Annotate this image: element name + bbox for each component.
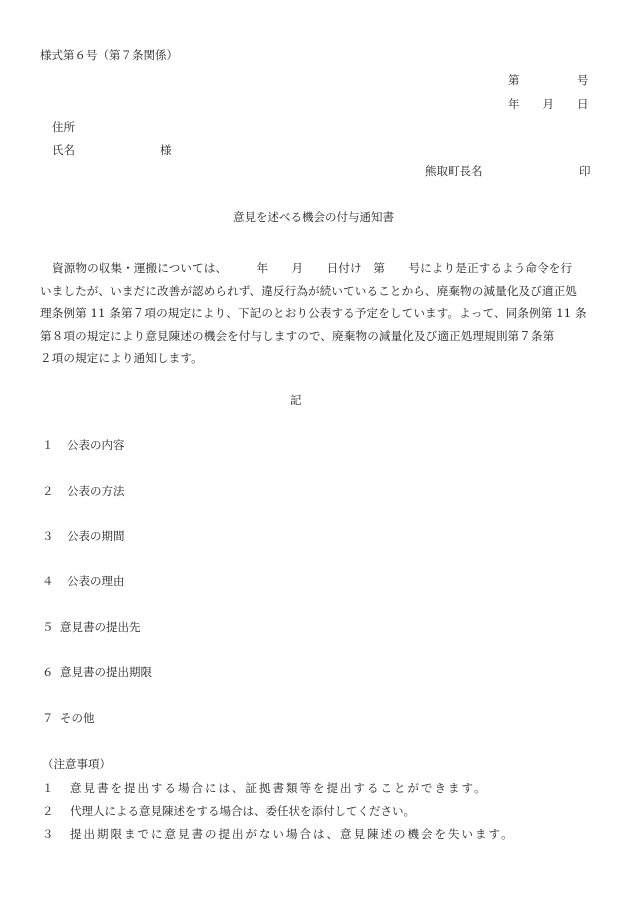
- item-number: ５: [42, 620, 54, 634]
- note-text: 提出期限までに意見書の提出がない場合は、意見陳述の機会を失います。: [70, 827, 515, 841]
- document-title: 意見を述べる機会の付与通知書: [233, 210, 394, 224]
- ki-heading: 記: [290, 393, 302, 407]
- item-number: １: [42, 438, 54, 452]
- body-line: いましたが、いまだに改善が認められず、違反行為が続いていることから、廃棄物の減量化及び適正処: [40, 283, 577, 298]
- body-line: 理条例第 11 条第７項の規定により、下記のとおり公表する予定をしています。よって、同条例第 11 条: [40, 306, 587, 321]
- sender-title: 熊取町長名: [425, 164, 483, 178]
- note-text: 代理人による意見陳述をする場合は、委任状を添付してください。: [70, 804, 415, 818]
- body-line: 第８項の規定により意見陳述の機会を付与しますので、廃棄物の減量化及び適正処理規則第７条第: [40, 328, 555, 343]
- item-label: 意見書の提出先: [60, 620, 141, 634]
- item-label: 公表の理由: [67, 574, 125, 588]
- document-date: 年 月 日: [508, 97, 589, 111]
- item-label: その他: [60, 711, 95, 725]
- body-paragraph: [40, 257, 592, 370]
- body-line: ２項の規定により通知します。: [40, 351, 203, 366]
- document-number: 第 号: [508, 73, 589, 87]
- item-number: ２: [42, 484, 54, 498]
- item-number: ４: [42, 574, 54, 588]
- item-label: 意見書の提出期限: [60, 665, 152, 679]
- note-text: 意見書を提出する場合には、証拠書類等を提出することができます。: [70, 781, 488, 795]
- form-number: 様式第６号（第７条関係）: [40, 48, 178, 62]
- note-number: １: [42, 781, 54, 795]
- item-number: ７: [42, 711, 54, 725]
- body-line: 資源物の収集・運搬については、 年 月 日付け 第 号により是正するよう命令を行: [52, 261, 573, 275]
- item-label: 公表の期間: [67, 529, 125, 543]
- honorific: 様: [160, 143, 172, 157]
- seal-mark: 印: [579, 164, 591, 178]
- note-number: ３: [42, 827, 54, 841]
- name-label: 氏名: [52, 143, 75, 157]
- item-number: ６: [42, 665, 54, 679]
- item-label: 公表の内容: [67, 438, 125, 452]
- item-number: ３: [42, 529, 54, 543]
- item-label: 公表の方法: [67, 484, 125, 498]
- notes-heading: （注意事項）: [42, 757, 111, 771]
- address-label: 住所: [52, 120, 75, 134]
- note-number: ２: [42, 804, 54, 818]
